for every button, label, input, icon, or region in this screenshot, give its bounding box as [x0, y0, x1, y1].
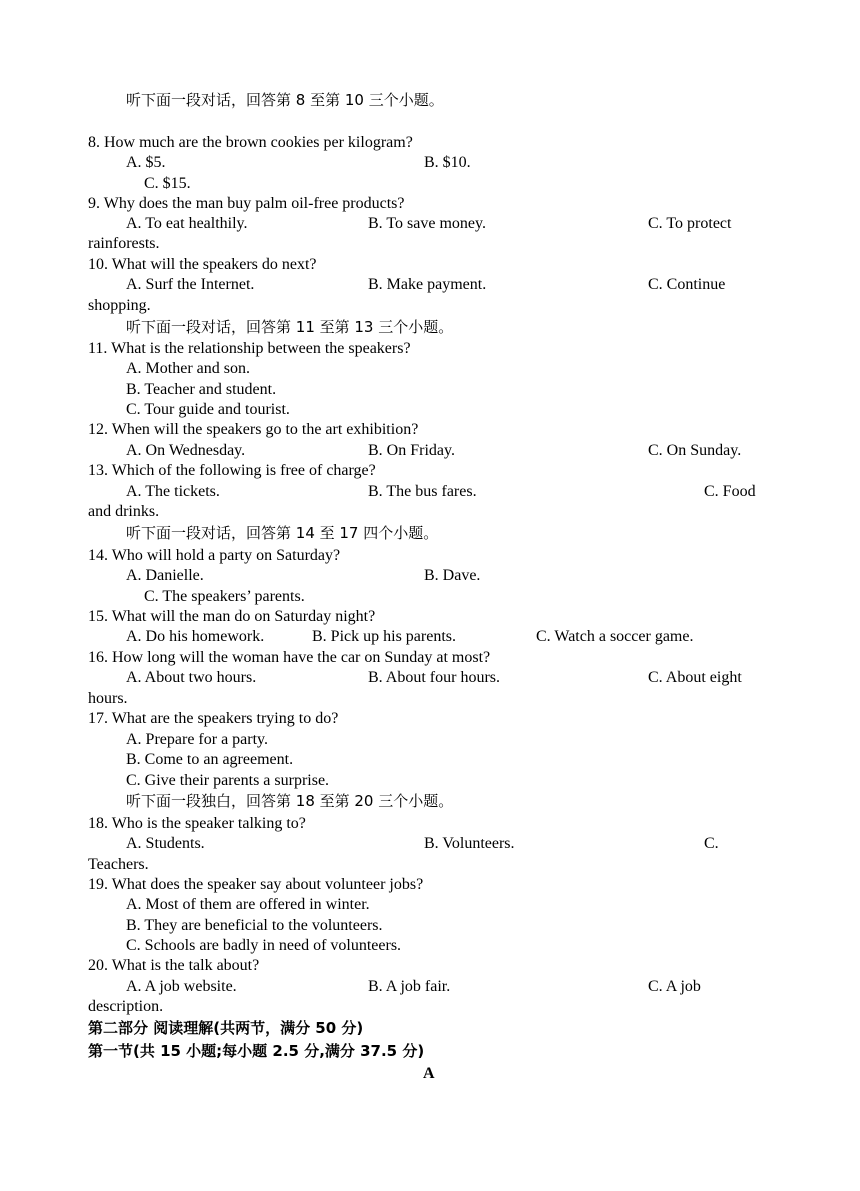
section-heading: 第一节(共 15 小题;每小题 2.5 分,满分 37.5 分) — [88, 1042, 425, 1060]
question-stem: 20. What is the talk about? — [88, 957, 260, 974]
option-b: B. About four hours. — [368, 669, 500, 686]
option-c: C. Schools are badly in need of volunteers. — [126, 937, 402, 954]
option-a: A. Prepare for a party. — [126, 731, 269, 748]
question-stem: 11. What is the relationship between the speakers? — [88, 340, 411, 357]
question-stem: 8. How much are the brown cookies per kilogram? — [88, 134, 413, 151]
question-stem: 16. How long will the woman have the car on Sunday at most? — [88, 649, 491, 666]
question-stem: 12. When will the speakers go to the art exhibition? — [88, 421, 419, 438]
option-a: A. Do his homework. — [126, 628, 265, 645]
option-a: A. Mother and son. — [126, 360, 250, 377]
option-a: A. About two hours. — [126, 669, 257, 686]
question-stem: 14. Who will hold a party on Saturday? — [88, 547, 341, 564]
option-a: A. A job website. — [126, 978, 237, 995]
question-stem: 9. Why does the man buy palm oil-free products? — [88, 195, 405, 212]
option-c: C. To protect — [648, 215, 732, 232]
option-c: C. Food — [704, 483, 756, 500]
option-a: A. To eat healthily. — [126, 215, 248, 232]
section-instruction: 听下面一段对话，回答第 11 至第 13 三个小题。 — [126, 318, 454, 336]
option-c: C. About eight — [648, 669, 742, 686]
option-c: C. Watch a soccer game. — [536, 628, 694, 645]
option-c-continued: rainforests. — [88, 235, 160, 252]
question-stem: 18. Who is the speaker talking to? — [88, 815, 306, 832]
section-instruction: 听下面一段对话，回答第 8 至第 10 三个小题。 — [126, 91, 444, 109]
option-b: B. To save money. — [368, 215, 486, 232]
question-stem: 19. What does the speaker say about volunteer jobs? — [88, 876, 424, 893]
option-a: A. The tickets. — [126, 483, 220, 500]
option-a: A. Danielle. — [126, 567, 204, 584]
option-c: C. The speakers’ parents. — [144, 588, 305, 605]
option-c: C. Give their parents a surprise. — [126, 772, 330, 789]
option-b: B. They are beneficial to the volunteers. — [126, 917, 383, 934]
option-c-continued: Teachers. — [88, 856, 149, 873]
option-c: C. Tour guide and tourist. — [126, 401, 290, 418]
option-a: A. $5. — [126, 154, 166, 171]
option-c: C. $15. — [144, 175, 191, 192]
part-heading: 第二部分 阅读理解(共两节，满分 50 分) — [88, 1019, 364, 1037]
option-c-continued: shopping. — [88, 297, 151, 314]
option-a: A. On Wednesday. — [126, 442, 246, 459]
question-stem: 10. What will the speakers do next? — [88, 256, 317, 273]
passage-label: A — [423, 1065, 435, 1082]
option-b: B. On Friday. — [368, 442, 455, 459]
option-b: B. The bus fares. — [368, 483, 477, 500]
option-c: C. On Sunday. — [648, 442, 742, 459]
option-b: B. Make payment. — [368, 276, 487, 293]
question-stem: 15. What will the man do on Saturday night? — [88, 608, 376, 625]
option-c-continued: description. — [88, 998, 164, 1015]
option-b: B. $10. — [424, 154, 471, 171]
option-c-continued: and drinks. — [88, 503, 160, 520]
question-stem: 13. Which of the following is free of charge? — [88, 462, 376, 479]
option-b: B. Come to an agreement. — [126, 751, 294, 768]
section-instruction: 听下面一段对话，回答第 14 至 17 四个小题。 — [126, 524, 439, 542]
option-a: A. Students. — [126, 835, 205, 852]
option-a: A. Surf the Internet. — [126, 276, 255, 293]
option-b: B. Volunteers. — [424, 835, 515, 852]
section-instruction: 听下面一段独白，回答第 18 至第 20 三个小题。 — [126, 792, 454, 810]
option-c-continued: hours. — [88, 690, 128, 707]
option-b: B. Dave. — [424, 567, 481, 584]
option-a: A. Most of them are offered in winter. — [126, 896, 370, 913]
option-c: C. A job — [648, 978, 701, 995]
option-b: B. Pick up his parents. — [312, 628, 456, 645]
option-b: B. A job fair. — [368, 978, 451, 995]
option-c: C. Continue — [648, 276, 726, 293]
option-c: C. — [704, 835, 719, 852]
option-b: B. Teacher and student. — [126, 381, 277, 398]
question-stem: 17. What are the speakers trying to do? — [88, 710, 339, 727]
